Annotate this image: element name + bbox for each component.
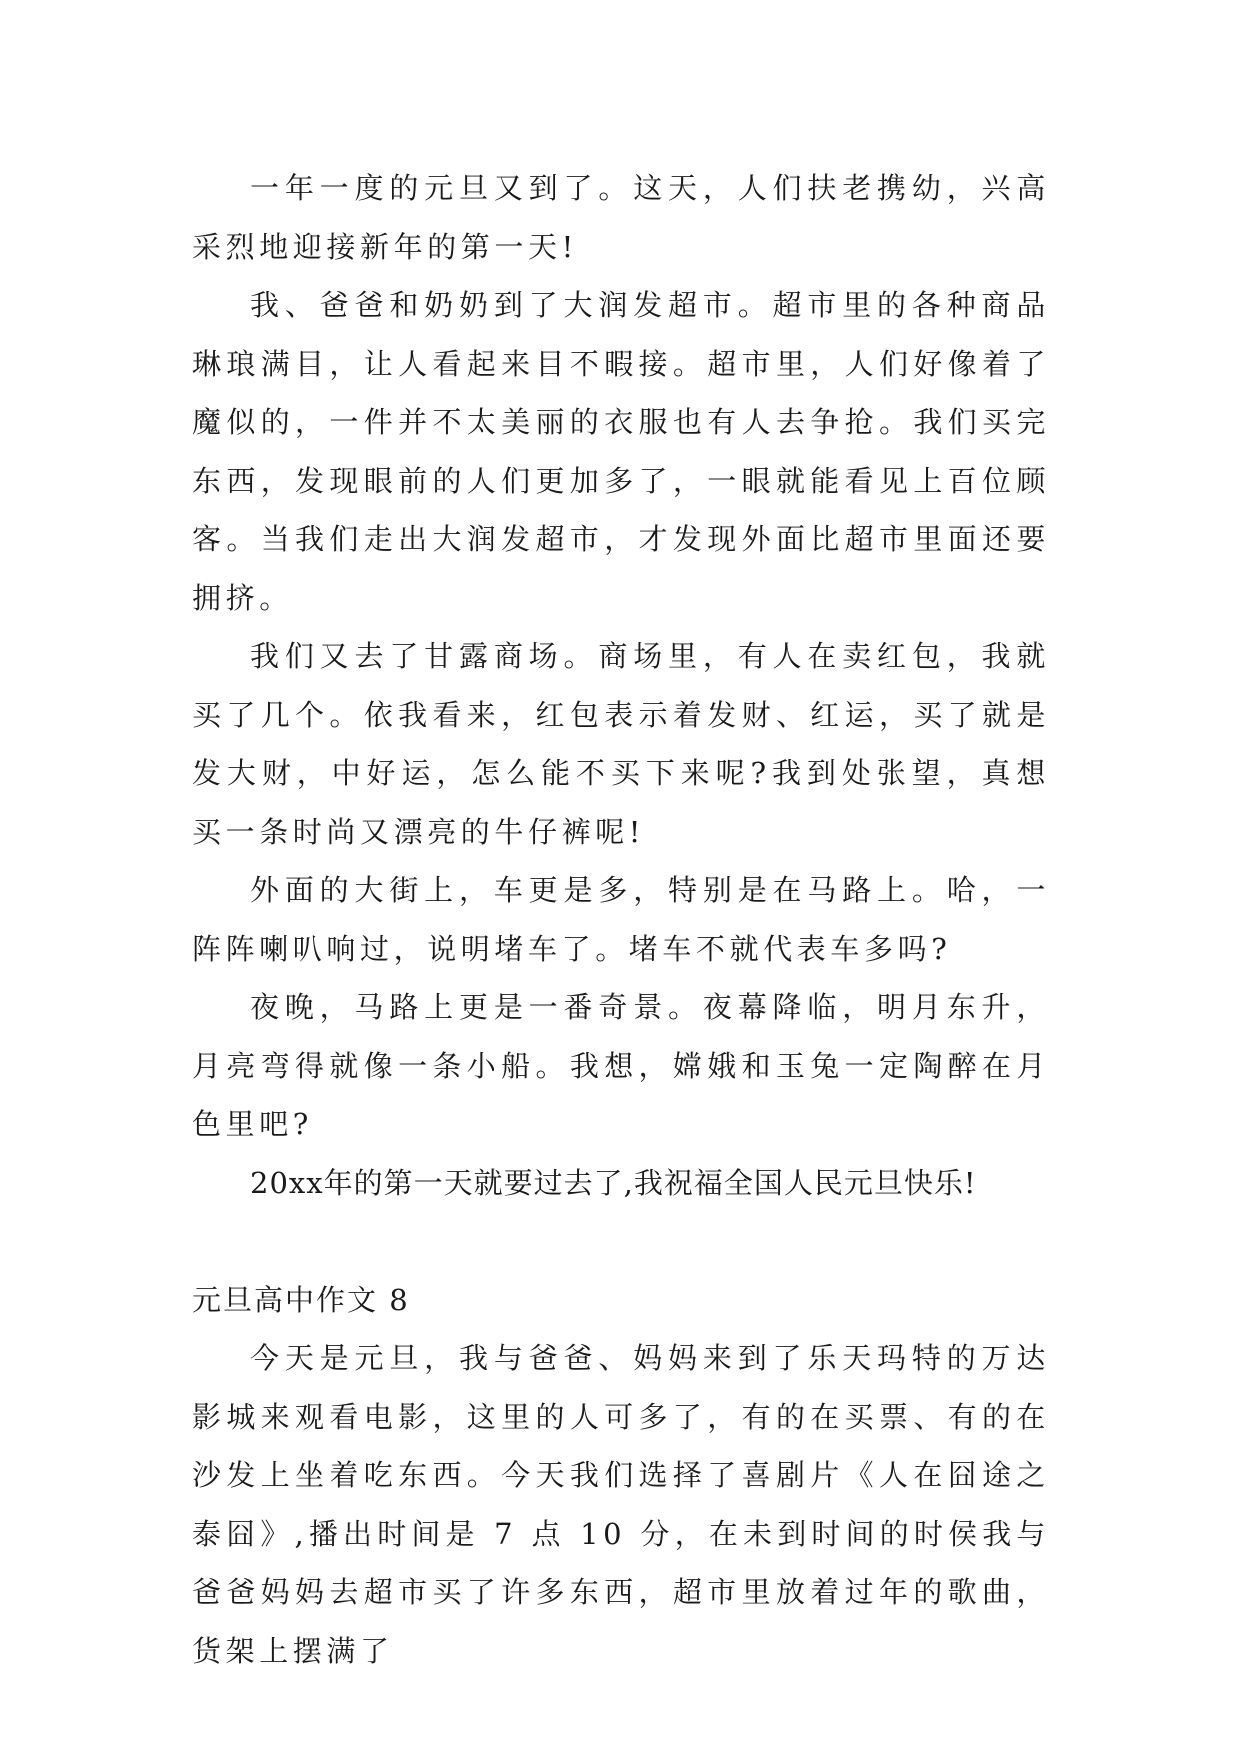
paragraph-supermarket: 我、爸爸和奶奶到了大润发超市。超市里的各种商品琳琅满目，让人看起来目不暇接。超市里，人们好像着了魔似的，一件并不太美丽的衣服也有人去争抢。我们买完东西，发现眼前的人们更加多了，一眼就能看见上百位顾客。当我们走出大润发超市，才发现外面比超市里面还要拥挤。 [192,288,1050,615]
paragraph-mall: 我们又去了甘露商场。商场里，有人在卖红包，我就买了几个。依我看来，红包表示着发财、红运，买了就是发大财，中好运，怎么能不买下来呢?我到处张望，真想买一条时尚又漂亮的牛仔裤呢! [192,639,1050,849]
paragraph-street: 外面的大街上，车更是多，特别是在马路上。哈，一阵阵喇叭响过，说明堵车了。堵车不就代表车多吗? [192,873,1050,966]
paragraph-closing: 20xx年的第一天就要过去了,我祝福全国人民元旦快乐! [250,1165,977,1200]
paragraph-cinema: 今天是元旦，我与爸爸、妈妈来到了乐天玛特的万达影城来观看电影，这里的人可多了，有的在买票、有的在沙发上坐着吃东西。今天我们选择了喜剧片《人在囧途之泰囧》,播出时间是 7 点 10 分，在未到时间的时侯我与爸爸妈妈去超市买了许多东西，超市里放着过年的歌曲，货架上摆满了 [192,1341,1050,1668]
section-title: 元旦高中作文 8 [192,1282,410,1317]
paragraph-new-year-intro: 一年一度的元旦又到了。这天，人们扶老携幼，兴高采烈地迎接新年的第一天! [192,171,1050,264]
document-page [192,159,1050,1680]
paragraph-night: 夜晚，马路上更是一番奇景。夜幕降临，明月东升，月亮弯得就像一条小船。我想，嫦娥和玉兔一定陶醉在月色里吧? [192,990,1050,1141]
